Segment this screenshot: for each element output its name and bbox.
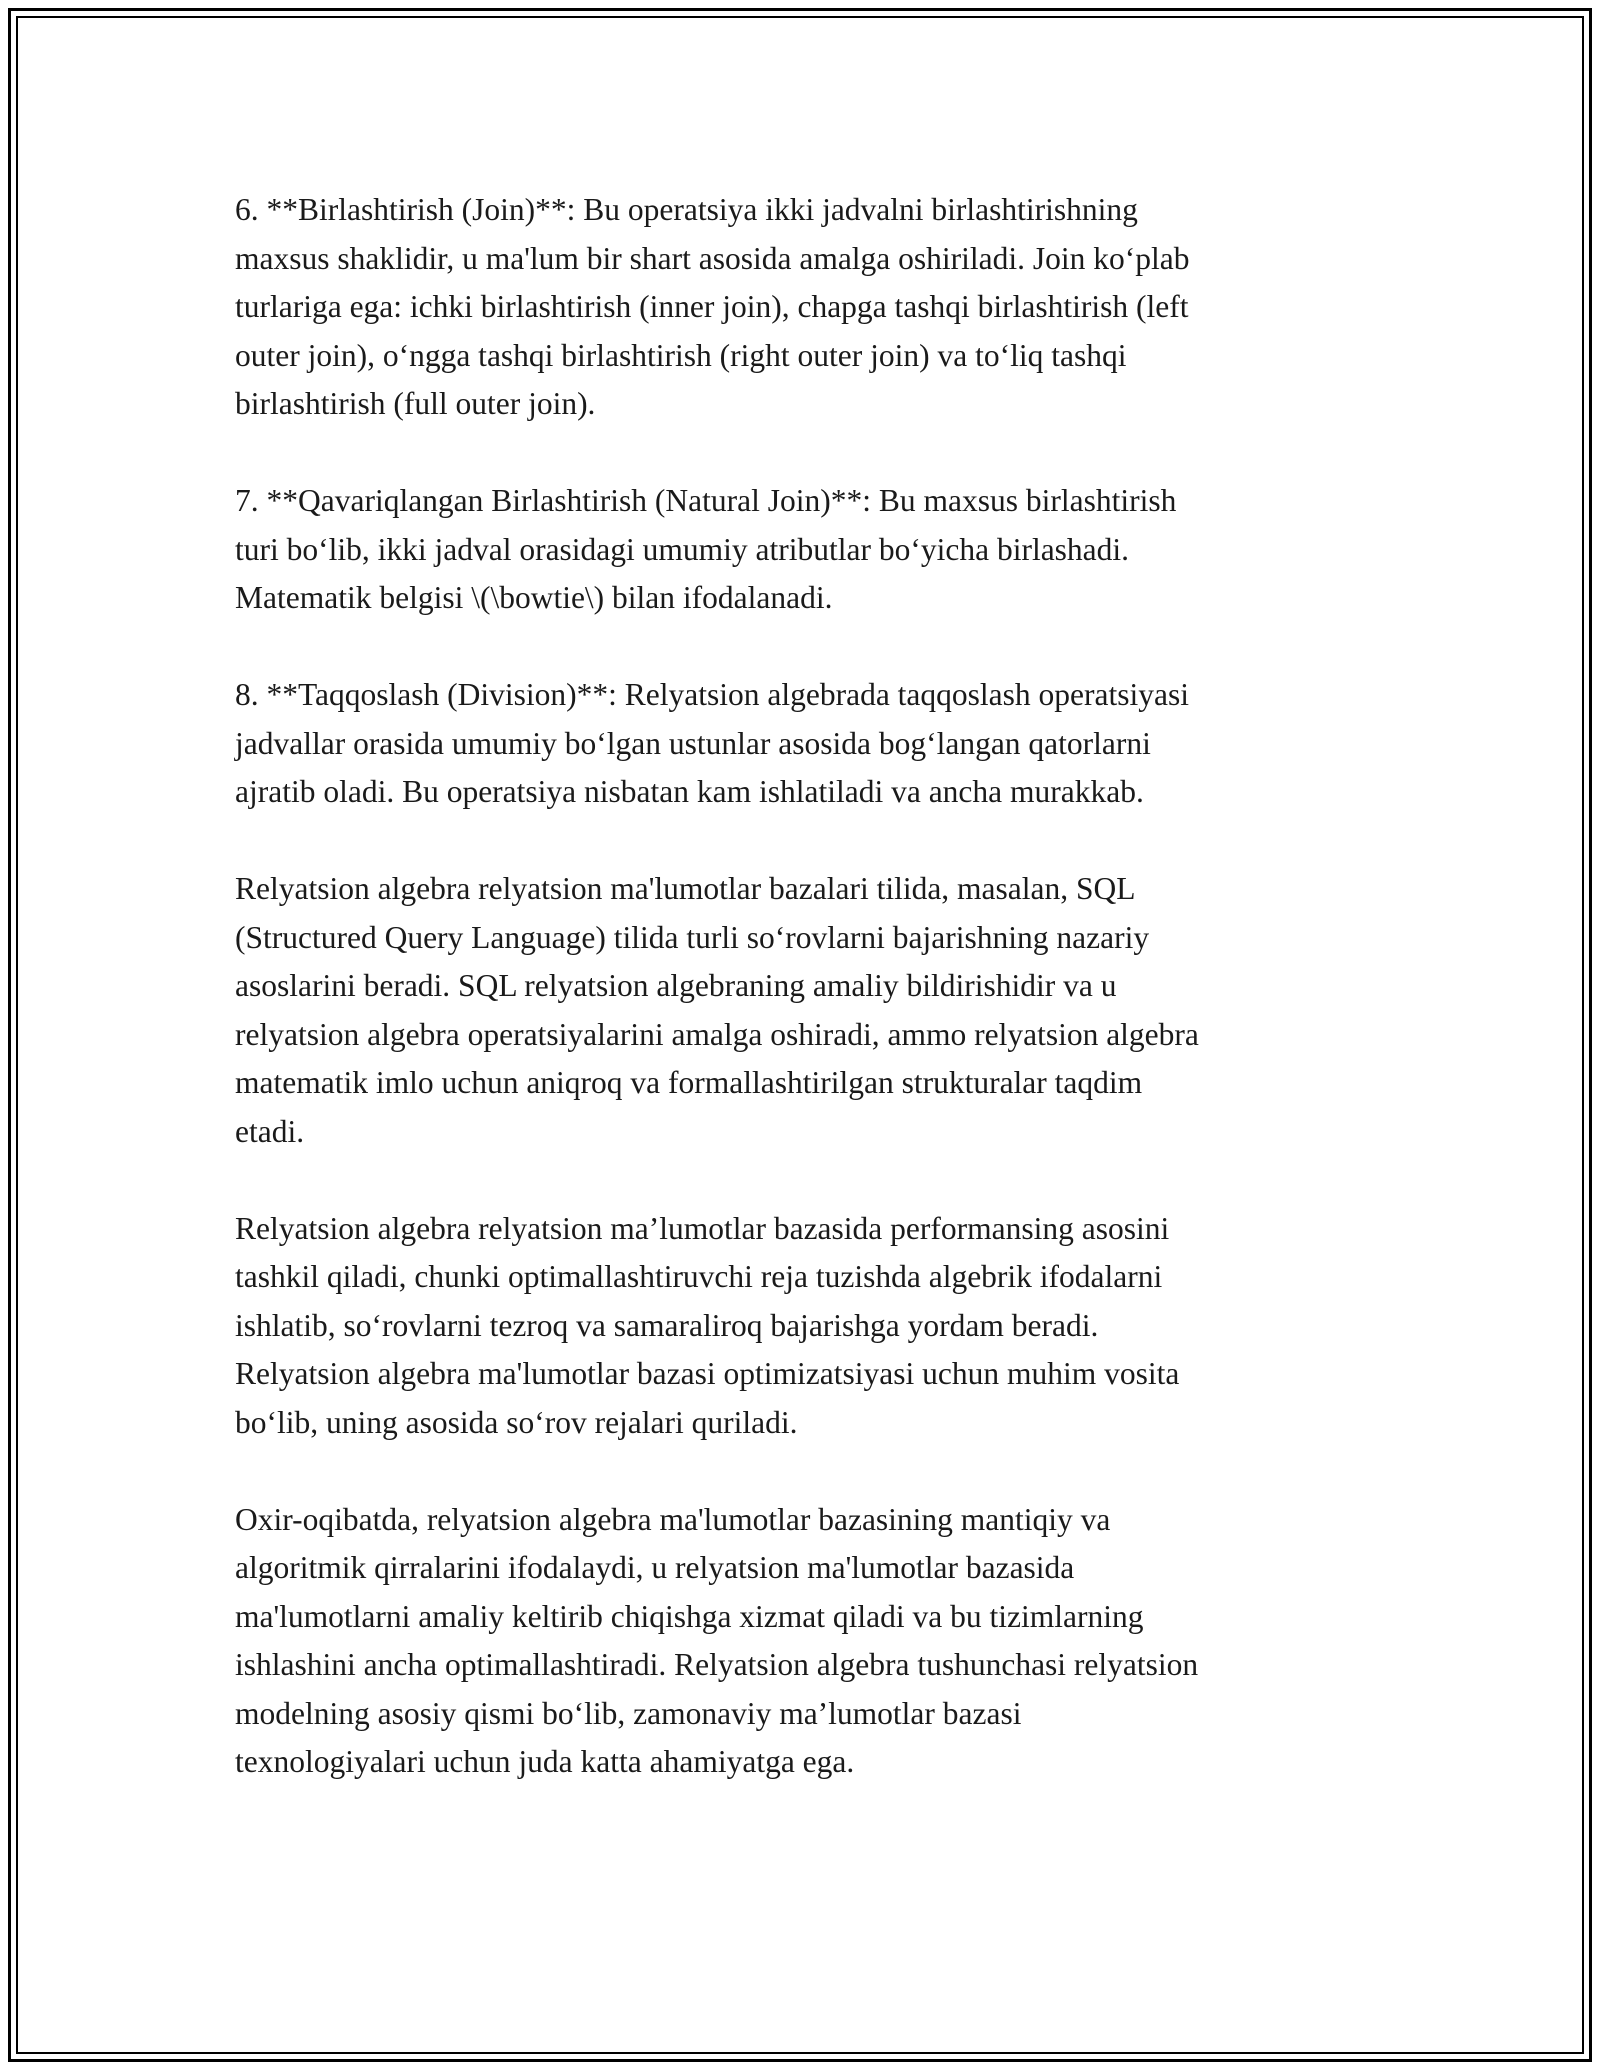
text-line: turi bo‘lib, ikki jadval orasidagi umumiy atributlar bo‘yicha birlashadi.	[235, 531, 1130, 567]
text-line: algoritmik qirralarini ifodalaydi, u relyatsion ma'lumotlar bazasida	[235, 1550, 1075, 1585]
text-line: jadvallar orasida umumiy bo‘lgan ustunlar asosida bog‘langan qatorlarni	[235, 725, 1151, 761]
document-body	[235, 186, 1375, 1835]
paragraph-conclusion	[235, 1496, 1375, 1787]
paragraph-natural-join	[235, 477, 1375, 623]
paragraph-performance	[235, 1205, 1375, 1448]
paragraph-join	[235, 186, 1375, 429]
text-line: Relyatsion algebra ma'lumotlar bazasi optimizatsiyasi uchun muhim vosita	[235, 1356, 1180, 1391]
text-line: ishlashini ancha optimallashtiradi. Relyatsion algebra tushunchasi relyatsion	[235, 1647, 1199, 1682]
text-line: Relyatsion algebra relyatsion ma'lumotlar bazalari tilida, masalan, SQL	[235, 871, 1136, 906]
text-line: 6. **Birlashtirish (Join)**: Bu operatsiya ikki jadvalni birlashtirishning	[235, 192, 1138, 227]
paragraph-division	[235, 671, 1375, 817]
paragraph-sql	[235, 865, 1375, 1156]
text-line: texnologiyalari uchun juda katta ahamiyatga ega.	[235, 1744, 855, 1779]
text-line: ma'lumotlarni amaliy keltirib chiqishga xizmat qiladi va bu tizimlarning	[235, 1598, 1144, 1634]
text-line: Matematik belgisi \(\bowtie\) bilan ifodalanadi.	[235, 580, 833, 615]
text-line: modelning asosiy qismi bo‘lib, zamonaviy ma’lumotlar bazasi	[235, 1695, 1022, 1731]
text-line: (Structured Query Language) tilida turli so‘rovlarni bajarishning nazariy	[235, 919, 1150, 955]
text-line: asoslarini beradi. SQL relyatsion algebraning amaliy bildirishidir va u	[235, 968, 1117, 1003]
text-line: maxsus shaklidir, u ma'lum bir shart asosida amalga oshiriladi. Join ko‘plab	[235, 240, 1190, 276]
text-line: ishlatib, so‘rovlarni tezroq va samaraliroq bajarishga yordam beradi.	[235, 1307, 1099, 1343]
text-line: outer join), o‘ngga tashqi birlashtirish (right outer join) va to‘liq tashqi	[235, 337, 1127, 373]
text-line: matematik imlo uchun aniqroq va formallashtirilgan strukturalar taqdim	[235, 1065, 1143, 1100]
text-line: relyatsion algebra operatsiyalarini amalga oshiradi, ammo relyatsion algebra	[235, 1016, 1199, 1052]
text-line: etadi.	[235, 1113, 305, 1149]
text-line: birlashtirish (full outer join).	[235, 386, 596, 421]
text-line: Relyatsion algebra relyatsion ma’lumotlar bazasida performansing asosini	[235, 1210, 1170, 1246]
text-line: ajratib oladi. Bu operatsiya nisbatan kam ishlatiladi va ancha murakkab.	[235, 774, 1144, 809]
text-line: 7. **Qavariqlangan Birlashtirish (Natural Join)**: Bu maxsus birlashtirish	[235, 483, 1177, 518]
text-line: Oxir-oqibatda, relyatsion algebra ma'lumotlar bazasining mantiqiy va	[235, 1501, 1111, 1537]
text-line: tashkil qiladi, chunki optimallashtiruvchi reja tuzishda algebrik ifodalarni	[235, 1259, 1163, 1294]
text-line: bo‘lib, uning asosida so‘rov rejalari quriladi.	[235, 1404, 798, 1440]
text-line: turlariga ega: ichki birlashtirish (inner join), chapga tashqi birlashtirish (left	[235, 289, 1189, 324]
text-line: 8. **Taqqoslash (Division)**: Relyatsion algebrada taqqoslash operatsiyasi	[235, 677, 1189, 712]
